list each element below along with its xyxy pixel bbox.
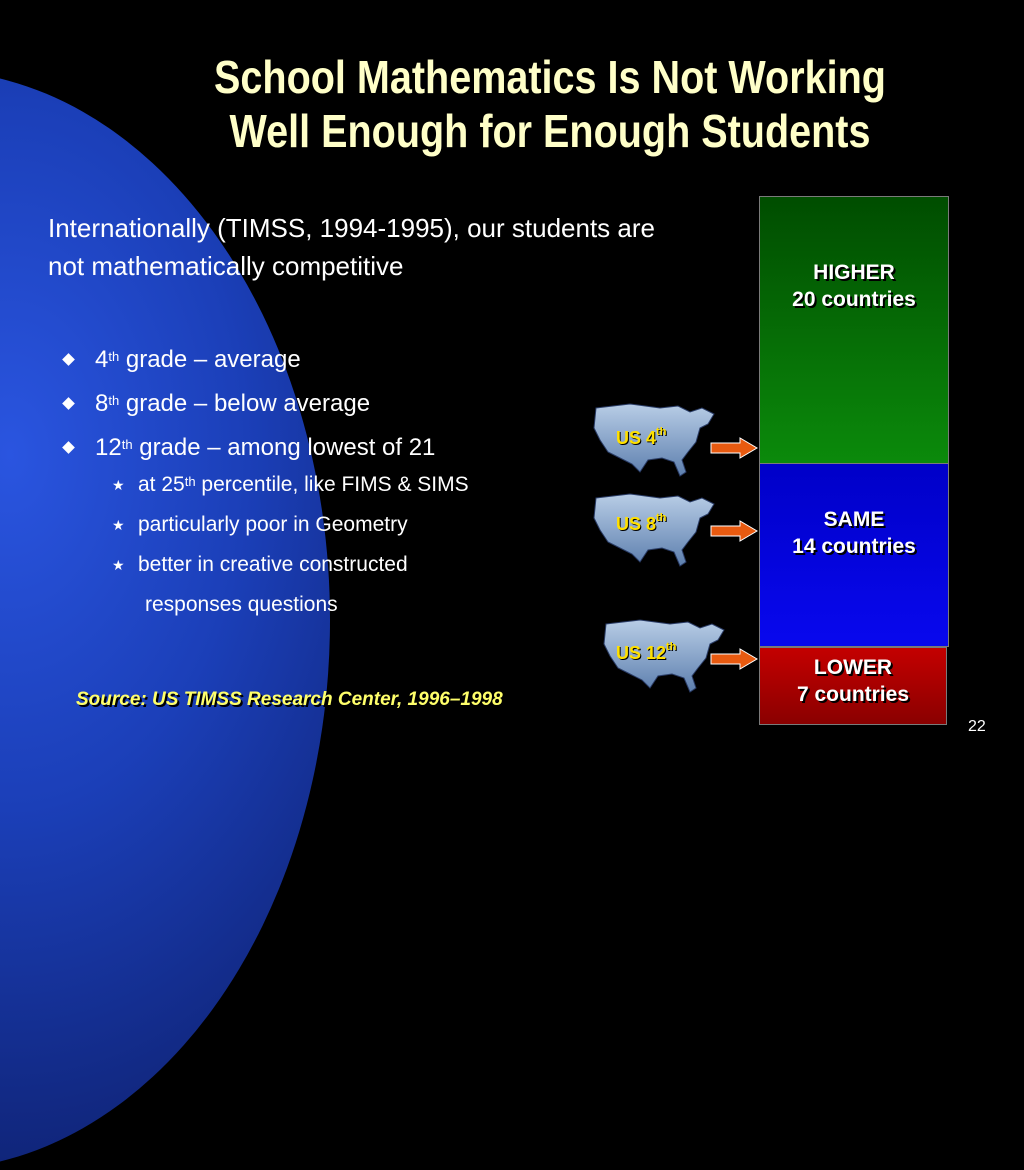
bullet-text: grade – among lowest of 21 <box>132 434 436 461</box>
sub-bullet-percentile <box>112 465 469 505</box>
arrow-right-icon <box>710 437 758 459</box>
sub-bullet-text: better in creative constructed <box>138 553 408 576</box>
star-bullet-icon: ★ <box>112 557 125 573</box>
higher-count: 20 countries <box>792 288 916 311</box>
us-12th-label <box>616 643 676 664</box>
same-count: 14 countries <box>792 535 916 558</box>
us-8th-label <box>616 514 666 535</box>
diamond-bullet-icon <box>62 353 75 366</box>
sub-bullet-list <box>112 465 469 625</box>
lower-box <box>759 647 947 725</box>
bullet-text: grade – below average <box>119 390 371 417</box>
map-label-ordinal: th <box>666 641 677 653</box>
higher-label: HIGHER <box>813 261 895 284</box>
map-label-ordinal: th <box>656 512 667 524</box>
lower-count: 7 countries <box>796 683 910 706</box>
arrow-right-icon <box>710 520 758 542</box>
same-box <box>759 463 949 647</box>
map-label-text: US 12 <box>616 643 667 663</box>
bullet-grade-12 <box>60 426 435 470</box>
diamond-bullet-icon <box>62 441 75 454</box>
higher-box <box>759 196 949 464</box>
diamond-bullet-icon <box>62 397 75 410</box>
map-label-text: US 8 <box>616 514 657 534</box>
us-4th-label <box>616 428 666 449</box>
sub-bullet-continuation: responses questions <box>145 593 338 616</box>
sub-bullet-text: at 25 <box>138 473 185 496</box>
same-label: SAME <box>823 508 885 531</box>
bullet-number: 12 <box>95 434 122 461</box>
title-line-1: School Mathematics Is Not Working <box>214 51 886 103</box>
bullet-ordinal: th <box>108 349 120 364</box>
page-number: 22 <box>968 718 986 735</box>
map-label-ordinal: th <box>656 426 667 438</box>
source-citation: Source: US TIMSS Research Center, 1996–1998 <box>76 689 503 710</box>
star-bullet-icon: ★ <box>112 517 125 533</box>
bullet-ordinal: th <box>121 437 133 452</box>
sub-bullet-text: particularly poor in Geometry <box>138 513 408 536</box>
star-bullet-icon: ★ <box>112 477 125 493</box>
bullet-grade-4 <box>60 338 435 382</box>
map-label-text: US 4 <box>616 428 657 448</box>
bullet-text: grade – average <box>119 346 301 373</box>
grade-bullet-list <box>60 338 435 470</box>
bullet-number: 8 <box>95 390 109 417</box>
sub-bullet-ordinal: th <box>184 474 196 489</box>
arrow-right-icon <box>710 648 758 670</box>
bullet-ordinal: th <box>108 393 120 408</box>
sub-bullet-geometry <box>112 505 469 545</box>
sub-bullet-creative <box>112 545 469 585</box>
slide-title <box>163 50 937 158</box>
lower-label: LOWER <box>813 656 893 679</box>
bullet-number: 4 <box>95 346 109 373</box>
intro-text: Internationally (TIMSS, 1994-1995), our students are not mathematically competitive <box>48 213 655 281</box>
sub-bullet-text-rest: percentile, like FIMS & SIMS <box>195 473 469 496</box>
title-line-2: Well Enough for Enough Students <box>229 105 871 157</box>
bullet-grade-8 <box>60 382 435 426</box>
